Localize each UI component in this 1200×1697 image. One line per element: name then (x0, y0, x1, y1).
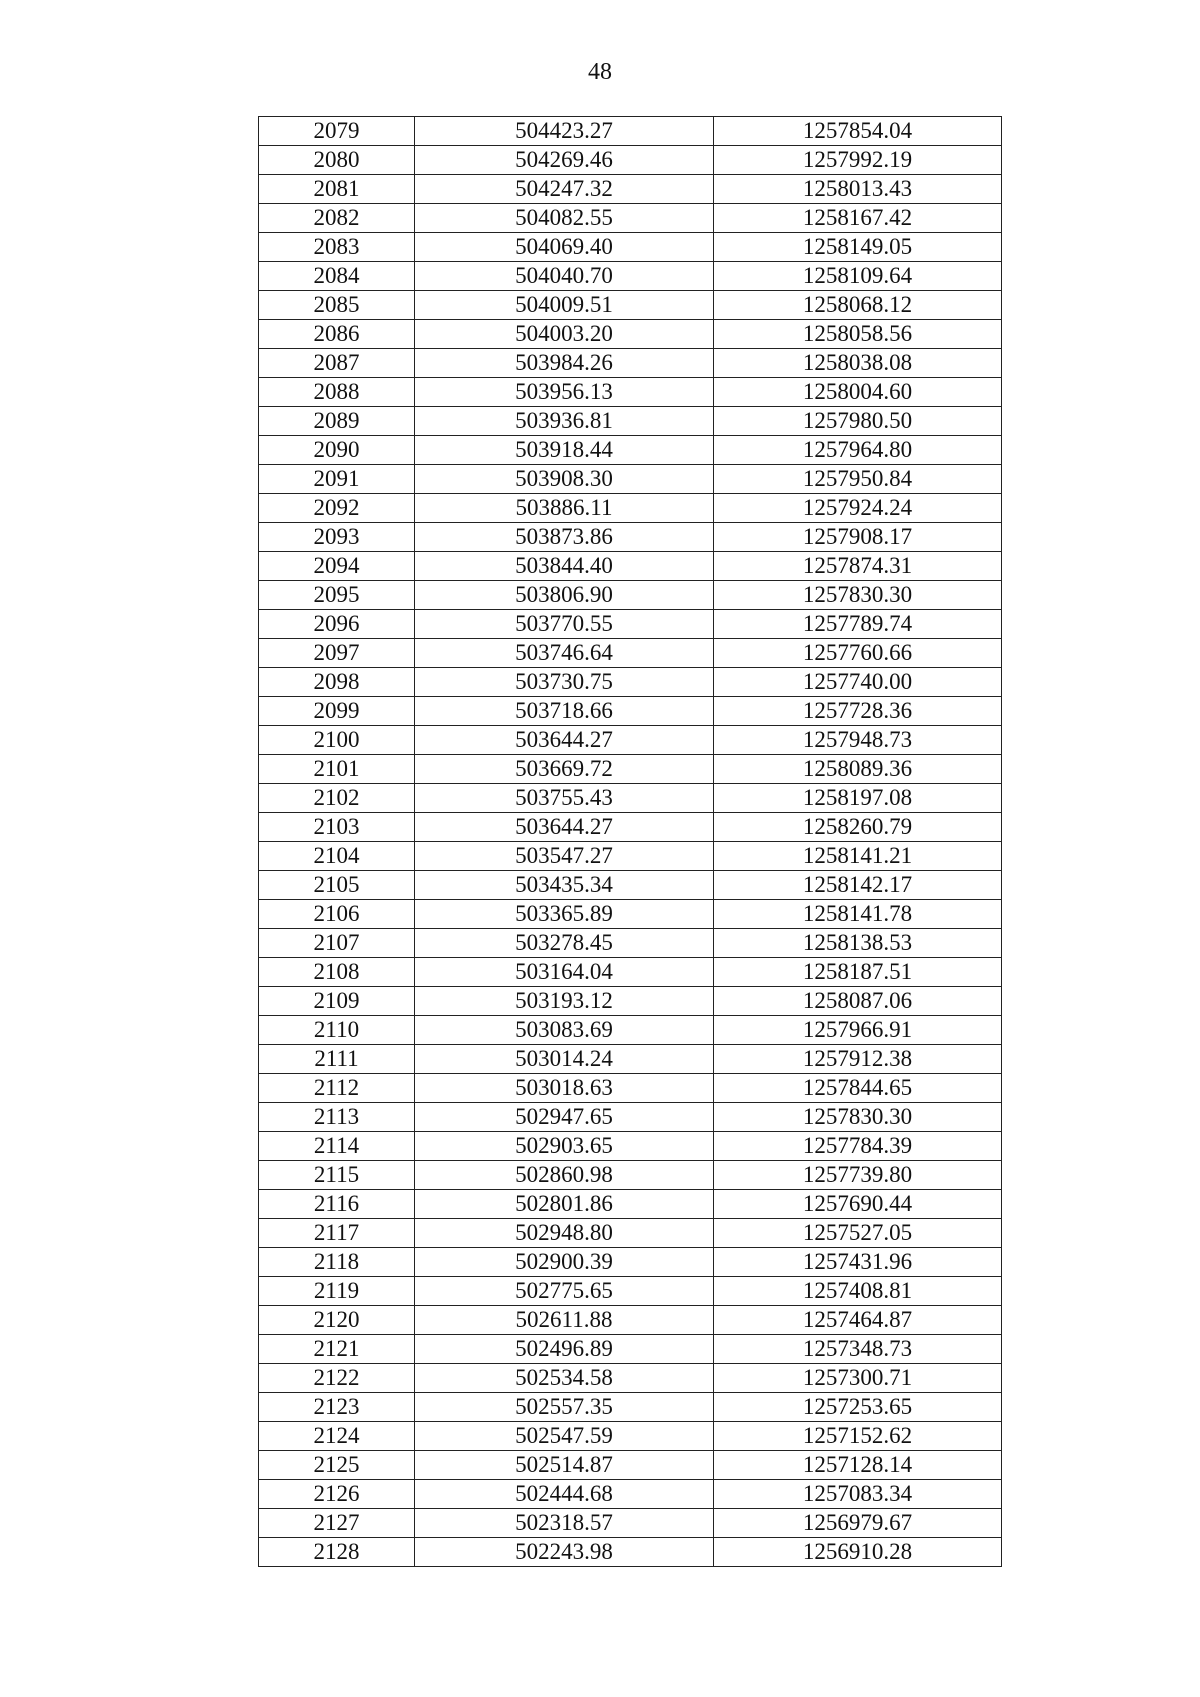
x-coordinate-cell: 503730.75 (415, 668, 714, 697)
y-coordinate-cell: 1257760.66 (714, 639, 1002, 668)
point-number-cell: 2080 (259, 146, 415, 175)
point-number-cell: 2081 (259, 175, 415, 204)
table-row (259, 755, 1002, 784)
y-coordinate-cell: 1257408.81 (714, 1277, 1002, 1306)
table-row (259, 1480, 1002, 1509)
x-coordinate-cell: 502801.86 (415, 1190, 714, 1219)
point-number-cell: 2093 (259, 523, 415, 552)
x-coordinate-cell: 503936.81 (415, 407, 714, 436)
point-number-cell: 2085 (259, 291, 415, 320)
y-coordinate-cell: 1258149.05 (714, 233, 1002, 262)
y-coordinate-cell: 1257728.36 (714, 697, 1002, 726)
table-row (259, 494, 1002, 523)
x-coordinate-cell: 504069.40 (415, 233, 714, 262)
table-row (259, 175, 1002, 204)
y-coordinate-cell: 1258087.06 (714, 987, 1002, 1016)
table-row (259, 1161, 1002, 1190)
y-coordinate-cell: 1258038.08 (714, 349, 1002, 378)
table-row (259, 204, 1002, 233)
point-number-cell: 2082 (259, 204, 415, 233)
table-row (259, 697, 1002, 726)
point-number-cell: 2123 (259, 1393, 415, 1422)
table-row (259, 552, 1002, 581)
table-row (259, 784, 1002, 813)
point-number-cell: 2114 (259, 1132, 415, 1161)
x-coordinate-cell: 503164.04 (415, 958, 714, 987)
x-coordinate-cell: 504009.51 (415, 291, 714, 320)
x-coordinate-cell: 503718.66 (415, 697, 714, 726)
table-row (259, 639, 1002, 668)
y-coordinate-cell: 1257948.73 (714, 726, 1002, 755)
point-number-cell: 2089 (259, 407, 415, 436)
point-number-cell: 2086 (259, 320, 415, 349)
y-coordinate-cell: 1257740.00 (714, 668, 1002, 697)
table-row (259, 436, 1002, 465)
table-row (259, 1132, 1002, 1161)
y-coordinate-cell: 1257348.73 (714, 1335, 1002, 1364)
y-coordinate-cell: 1258058.56 (714, 320, 1002, 349)
point-number-cell: 2103 (259, 813, 415, 842)
y-coordinate-cell: 1257253.65 (714, 1393, 1002, 1422)
x-coordinate-cell: 502243.98 (415, 1538, 714, 1567)
y-coordinate-cell: 1257992.19 (714, 146, 1002, 175)
x-coordinate-cell: 503644.27 (415, 726, 714, 755)
x-coordinate-cell: 503984.26 (415, 349, 714, 378)
point-number-cell: 2083 (259, 233, 415, 262)
point-number-cell: 2109 (259, 987, 415, 1016)
point-number-cell: 2097 (259, 639, 415, 668)
table-row (259, 1248, 1002, 1277)
point-number-cell: 2110 (259, 1016, 415, 1045)
table-row (259, 900, 1002, 929)
point-number-cell: 2107 (259, 929, 415, 958)
y-coordinate-cell: 1257784.39 (714, 1132, 1002, 1161)
point-number-cell: 2098 (259, 668, 415, 697)
point-number-cell: 2117 (259, 1219, 415, 1248)
point-number-cell: 2111 (259, 1045, 415, 1074)
y-coordinate-cell: 1258013.43 (714, 175, 1002, 204)
table-row (259, 1074, 1002, 1103)
y-coordinate-cell: 1257464.87 (714, 1306, 1002, 1335)
point-number-cell: 2113 (259, 1103, 415, 1132)
table-row (259, 1335, 1002, 1364)
x-coordinate-cell: 503547.27 (415, 842, 714, 871)
x-coordinate-cell: 503018.63 (415, 1074, 714, 1103)
y-coordinate-cell: 1256979.67 (714, 1509, 1002, 1538)
table-row (259, 291, 1002, 320)
y-coordinate-cell: 1257854.04 (714, 117, 1002, 146)
y-coordinate-cell: 1257844.65 (714, 1074, 1002, 1103)
y-coordinate-cell: 1257789.74 (714, 610, 1002, 639)
y-coordinate-cell: 1258141.78 (714, 900, 1002, 929)
table-row (259, 1103, 1002, 1132)
x-coordinate-cell: 503083.69 (415, 1016, 714, 1045)
table-row (259, 958, 1002, 987)
table-row (259, 465, 1002, 494)
point-number-cell: 2127 (259, 1509, 415, 1538)
point-number-cell: 2096 (259, 610, 415, 639)
x-coordinate-cell: 503365.89 (415, 900, 714, 929)
x-coordinate-cell: 503669.72 (415, 755, 714, 784)
y-coordinate-cell: 1257980.50 (714, 407, 1002, 436)
point-number-cell: 2079 (259, 117, 415, 146)
table-row (259, 581, 1002, 610)
table-row (259, 523, 1002, 552)
table-row (259, 1393, 1002, 1422)
point-number-cell: 2119 (259, 1277, 415, 1306)
point-number-cell: 2087 (259, 349, 415, 378)
table-row (259, 813, 1002, 842)
y-coordinate-cell: 1256910.28 (714, 1538, 1002, 1567)
table-row (259, 407, 1002, 436)
y-coordinate-cell: 1258187.51 (714, 958, 1002, 987)
y-coordinate-cell: 1257908.17 (714, 523, 1002, 552)
x-coordinate-cell: 504082.55 (415, 204, 714, 233)
table-row (259, 668, 1002, 697)
coordinates-table (258, 116, 1002, 1567)
point-number-cell: 2104 (259, 842, 415, 871)
table-row (259, 320, 1002, 349)
page-number: 48 (588, 59, 612, 85)
x-coordinate-cell: 502534.58 (415, 1364, 714, 1393)
point-number-cell: 2092 (259, 494, 415, 523)
table-row (259, 1219, 1002, 1248)
x-coordinate-cell: 503644.27 (415, 813, 714, 842)
x-coordinate-cell: 503746.64 (415, 639, 714, 668)
x-coordinate-cell: 504269.46 (415, 146, 714, 175)
x-coordinate-cell: 502557.35 (415, 1393, 714, 1422)
x-coordinate-cell: 503918.44 (415, 436, 714, 465)
x-coordinate-cell: 502948.80 (415, 1219, 714, 1248)
table-row (259, 726, 1002, 755)
x-coordinate-cell: 502900.39 (415, 1248, 714, 1277)
x-coordinate-cell: 503193.12 (415, 987, 714, 1016)
table-row (259, 146, 1002, 175)
x-coordinate-cell: 502547.59 (415, 1422, 714, 1451)
point-number-cell: 2091 (259, 465, 415, 494)
point-number-cell: 2106 (259, 900, 415, 929)
y-coordinate-cell: 1258109.64 (714, 262, 1002, 291)
table-row (259, 1538, 1002, 1567)
point-number-cell: 2102 (259, 784, 415, 813)
point-number-cell: 2108 (259, 958, 415, 987)
table-row (259, 1306, 1002, 1335)
x-coordinate-cell: 503014.24 (415, 1045, 714, 1074)
point-number-cell: 2088 (259, 378, 415, 407)
point-number-cell: 2099 (259, 697, 415, 726)
y-coordinate-cell: 1258089.36 (714, 755, 1002, 784)
x-coordinate-cell: 503844.40 (415, 552, 714, 581)
x-coordinate-cell: 502947.65 (415, 1103, 714, 1132)
x-coordinate-cell: 502514.87 (415, 1451, 714, 1480)
point-number-cell: 2122 (259, 1364, 415, 1393)
x-coordinate-cell: 502611.88 (415, 1306, 714, 1335)
x-coordinate-cell: 503908.30 (415, 465, 714, 494)
table-row (259, 378, 1002, 407)
table-row (259, 871, 1002, 900)
y-coordinate-cell: 1257830.30 (714, 581, 1002, 610)
point-number-cell: 2084 (259, 262, 415, 291)
point-number-cell: 2105 (259, 871, 415, 900)
table-row (259, 1509, 1002, 1538)
point-number-cell: 2128 (259, 1538, 415, 1567)
y-coordinate-cell: 1258167.42 (714, 204, 1002, 233)
y-coordinate-cell: 1258197.08 (714, 784, 1002, 813)
point-number-cell: 2124 (259, 1422, 415, 1451)
point-number-cell: 2094 (259, 552, 415, 581)
point-number-cell: 2116 (259, 1190, 415, 1219)
y-coordinate-cell: 1257912.38 (714, 1045, 1002, 1074)
table-row (259, 842, 1002, 871)
point-number-cell: 2101 (259, 755, 415, 784)
y-coordinate-cell: 1258068.12 (714, 291, 1002, 320)
x-coordinate-cell: 504423.27 (415, 117, 714, 146)
y-coordinate-cell: 1257300.71 (714, 1364, 1002, 1393)
x-coordinate-cell: 503873.86 (415, 523, 714, 552)
y-coordinate-cell: 1257874.31 (714, 552, 1002, 581)
y-coordinate-cell: 1258138.53 (714, 929, 1002, 958)
table-row (259, 1016, 1002, 1045)
table-row (259, 1451, 1002, 1480)
x-coordinate-cell: 502903.65 (415, 1132, 714, 1161)
point-number-cell: 2112 (259, 1074, 415, 1103)
x-coordinate-cell: 503806.90 (415, 581, 714, 610)
point-number-cell: 2115 (259, 1161, 415, 1190)
y-coordinate-cell: 1258004.60 (714, 378, 1002, 407)
x-coordinate-cell: 504003.20 (415, 320, 714, 349)
y-coordinate-cell: 1257152.62 (714, 1422, 1002, 1451)
y-coordinate-cell: 1258141.21 (714, 842, 1002, 871)
point-number-cell: 2126 (259, 1480, 415, 1509)
x-coordinate-cell: 502860.98 (415, 1161, 714, 1190)
table-row (259, 987, 1002, 1016)
x-coordinate-cell: 503278.45 (415, 929, 714, 958)
y-coordinate-cell: 1257924.24 (714, 494, 1002, 523)
y-coordinate-cell: 1257083.34 (714, 1480, 1002, 1509)
table-row (259, 262, 1002, 291)
table-row (259, 1277, 1002, 1306)
table-row (259, 233, 1002, 262)
y-coordinate-cell: 1257128.14 (714, 1451, 1002, 1480)
x-coordinate-cell: 502318.57 (415, 1509, 714, 1538)
x-coordinate-cell: 502444.68 (415, 1480, 714, 1509)
x-coordinate-cell: 503770.55 (415, 610, 714, 639)
y-coordinate-cell: 1258260.79 (714, 813, 1002, 842)
y-coordinate-cell: 1258142.17 (714, 871, 1002, 900)
point-number-cell: 2125 (259, 1451, 415, 1480)
table-row (259, 1364, 1002, 1393)
x-coordinate-cell: 502775.65 (415, 1277, 714, 1306)
table-row (259, 349, 1002, 378)
point-number-cell: 2118 (259, 1248, 415, 1277)
y-coordinate-cell: 1257739.80 (714, 1161, 1002, 1190)
x-coordinate-cell: 502496.89 (415, 1335, 714, 1364)
coordinates-table-body (259, 117, 1002, 1567)
point-number-cell: 2120 (259, 1306, 415, 1335)
point-number-cell: 2090 (259, 436, 415, 465)
table-row (259, 1422, 1002, 1451)
point-number-cell: 2100 (259, 726, 415, 755)
table-row (259, 1190, 1002, 1219)
table-row (259, 1045, 1002, 1074)
x-coordinate-cell: 504040.70 (415, 262, 714, 291)
y-coordinate-cell: 1257690.44 (714, 1190, 1002, 1219)
y-coordinate-cell: 1257830.30 (714, 1103, 1002, 1132)
point-number-cell: 2121 (259, 1335, 415, 1364)
x-coordinate-cell: 503435.34 (415, 871, 714, 900)
table-row (259, 610, 1002, 639)
y-coordinate-cell: 1257950.84 (714, 465, 1002, 494)
x-coordinate-cell: 503755.43 (415, 784, 714, 813)
table-row (259, 929, 1002, 958)
point-number-cell: 2095 (259, 581, 415, 610)
y-coordinate-cell: 1257964.80 (714, 436, 1002, 465)
y-coordinate-cell: 1257966.91 (714, 1016, 1002, 1045)
y-coordinate-cell: 1257527.05 (714, 1219, 1002, 1248)
table-row (259, 117, 1002, 146)
x-coordinate-cell: 503886.11 (415, 494, 714, 523)
x-coordinate-cell: 504247.32 (415, 175, 714, 204)
y-coordinate-cell: 1257431.96 (714, 1248, 1002, 1277)
x-coordinate-cell: 503956.13 (415, 378, 714, 407)
